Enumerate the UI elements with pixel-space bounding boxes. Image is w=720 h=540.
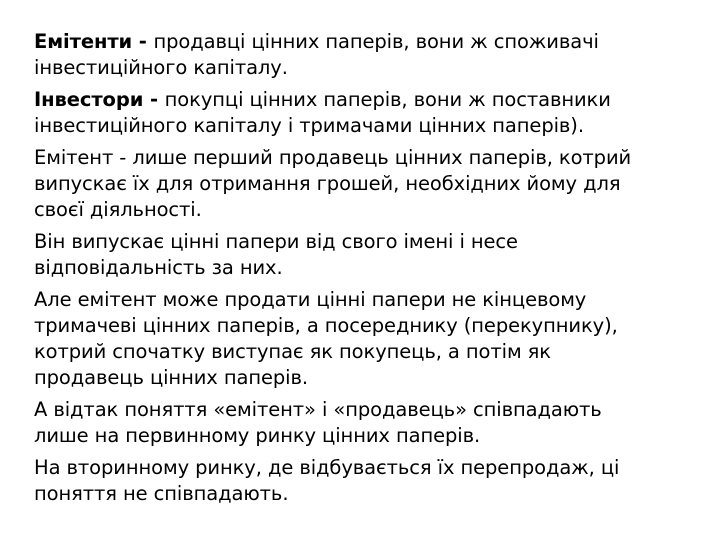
paragraph-issuer-responsibility [34,229,698,281]
paragraph-line: лише на первинному ринку цінних паперів. [34,424,481,447]
paragraph-secondary-market [34,455,698,507]
term-investors: Інвестори - [34,88,165,111]
paragraph-line: покупці цінних паперів, вони ж поставники [164,88,611,111]
paragraph-line: своєї діяльності. [34,198,202,221]
paragraph-investors [34,87,698,139]
paragraph-primary-market [34,397,698,449]
paragraph-issuers [34,29,698,81]
paragraph-line: тримачеві цінних паперів, а посереднику (перекупнику), [34,314,618,337]
paragraph-line: продавці цінних паперів, вони ж споживачі [153,30,599,53]
paragraph-line: інвестиційного капіталу і тримачами цінних паперів). [34,114,584,137]
paragraph-line: відповідальність за них. [34,256,283,279]
paragraph-line: Емітент - лише перший продавець цінних паперів, котрий [34,146,632,169]
paragraph-line: Він випускає цінні папери від свого імені і несе [34,230,518,253]
paragraph-line: котрий спочатку виступає як покупець, а потім як [34,340,551,363]
paragraph-line: поняття не співпадають. [34,482,289,505]
paragraph-issuer-first-seller [34,145,698,223]
paragraph-line: випускає їх для отримання грошей, необхідних йому для [34,172,621,195]
paragraph-line: продавець цінних паперів. [34,366,308,389]
paragraph-line: А відтак поняття «емітент» і «продавець» співпадають [34,398,602,421]
paragraph-line: На вторинному ринку, де відбувається їх перепродаж, ці [34,456,620,479]
paragraph-line: інвестиційного капіталу. [34,56,288,79]
paragraph-line: Але емітент може продати цінні папери не кінцевому [34,288,587,311]
paragraph-intermediary [34,287,698,391]
term-issuers: Емітенти - [34,30,154,53]
